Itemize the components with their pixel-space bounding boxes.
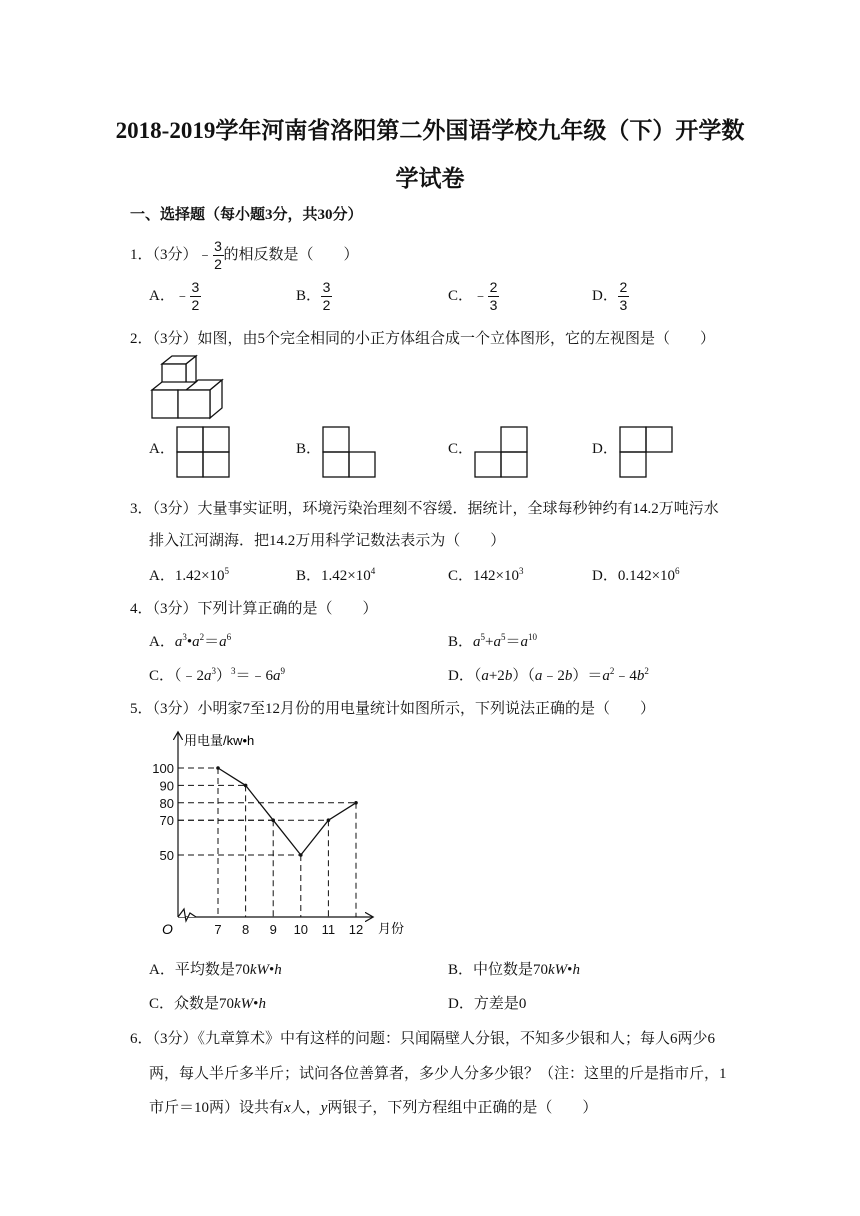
y-tick-label: 90 [159, 778, 174, 794]
option-label: A． [149, 287, 175, 304]
option-fraction [488, 280, 499, 313]
q2-label-a[interactable]: A． [149, 441, 175, 457]
cube-front-face [178, 390, 210, 418]
q4-option-d[interactable]: D．$(a+2b)(a﹣2b)=a^2﹣4b^2$ [448, 666, 649, 684]
q3-option-a[interactable] [149, 564, 229, 585]
option-exponent: 6 [675, 566, 680, 576]
page-title-line1: 2018-2019学年河南省洛阳第二外国语学校九年级（下）开学数 [115, 118, 745, 143]
cube-stack-figure [148, 354, 230, 420]
q1-stem-suffix: 的相反数是（ ） [223, 246, 359, 263]
q5-option-a[interactable]: A．平均数是70kW•h [149, 962, 282, 978]
y-tick-label: 50 [159, 848, 174, 863]
frac-den: 2 [191, 297, 200, 313]
q5-option-b[interactable]: B．中位数是70kW•h [448, 962, 580, 978]
q2-view-d[interactable] [619, 426, 675, 478]
q1-frac-num: 3 [214, 238, 222, 254]
q1-option-a[interactable] [149, 280, 201, 313]
frac-num: 2 [489, 279, 498, 295]
q1-option-b[interactable] [296, 280, 332, 313]
x-tick-labels [214, 922, 363, 937]
q1-fraction [213, 239, 224, 272]
option-label: C． [448, 287, 474, 304]
option-sign: ﹣ [174, 287, 190, 304]
question-6-line1: 6．（3分）《九章算术》中有这样的问题：只闻隔壁人分银，不知多少银和人；每人6两少6 [130, 1031, 716, 1047]
question-6-line3: 市斤＝10两）设共有x人，y两银子，下列方程组中正确的是（ ） [149, 1100, 598, 1116]
usage-series-line [218, 768, 356, 855]
y-axis-label: 用电量/kw•h [184, 733, 255, 748]
question-3-line2: 排入江河湖海．把14.2万用科学记数法表示为（ ） [149, 533, 506, 549]
frac-num: 3 [191, 279, 200, 295]
x-tick-label: 11 [321, 922, 336, 937]
q2-view-c[interactable] [474, 426, 530, 478]
question-2-stem: 2．（3分）如图，由5个完全相同的小正方体组合成一个立体图形，它的左视图是（ ） [130, 331, 716, 347]
dashed-guides [178, 768, 356, 917]
x-axis-label: 月份 [378, 921, 405, 936]
x-tick-label: 7 [214, 922, 222, 937]
data-point [244, 784, 248, 788]
q5-option-d[interactable]: D．方差是0 [448, 996, 527, 1012]
option-text: C．142×10 [448, 568, 519, 584]
q3-option-b[interactable] [296, 564, 375, 585]
option-text: A．1.42×10 [149, 568, 225, 584]
x-tick-label: 8 [241, 922, 250, 937]
q2-view-b[interactable] [322, 426, 378, 478]
question-3-line1: 3．（3分）大量事实证明，环境污染治理刻不容缓．据统计，全球每秒钟约有14.2万吨污水 [130, 501, 719, 517]
y-tick-label: 100 [152, 761, 174, 776]
option-sign: ﹣ [473, 287, 489, 304]
q4-option-c[interactable]: C．$(﹣2a^3)^3=﹣6a^9$ [149, 666, 286, 684]
option-exponent: 4 [370, 566, 376, 576]
option-exponent: 5 [224, 566, 230, 576]
q2-view-a[interactable] [176, 426, 232, 478]
q4-option-a[interactable]: A．$a^3•a^2=a^6$ [149, 632, 232, 650]
q4-option-b[interactable]: B．$a^5+a^5=a^{10}$ [448, 632, 537, 650]
question-5-stem: 5．（3分）小明家7至12月份的用电量统计如图所示，下列说法正确的是（ ） [130, 701, 656, 717]
frac-num: 3 [322, 279, 331, 295]
y-tick-labels [152, 761, 174, 863]
option-fraction [321, 280, 332, 313]
option-text: D．0.142×10 [592, 568, 676, 584]
q2-label-d[interactable]: D． [592, 441, 618, 457]
q3-option-c[interactable] [448, 564, 523, 585]
data-point [216, 766, 220, 770]
question-6-line2: 两，每人半斤多半斤；试问各位善算者，多少人分多少银？（注：这里的斤是指市斤，1 [149, 1066, 727, 1082]
q2-label-c[interactable]: C． [448, 441, 474, 457]
data-point [354, 801, 358, 805]
option-text: B．1.42×10 [296, 568, 371, 584]
frac-den: 3 [489, 297, 498, 313]
q1-stem-prefix: 1．（3分）﹣ [130, 246, 213, 263]
x-tick-label: 12 [348, 922, 364, 937]
q1-frac-den: 2 [214, 256, 222, 272]
option-exponent: 3 [518, 566, 524, 576]
cube-front-face [152, 390, 178, 418]
q3-option-d[interactable] [592, 564, 680, 585]
option-fraction [618, 280, 629, 313]
data-point [327, 818, 331, 822]
q1-option-c[interactable] [448, 280, 499, 313]
option-label: D． [592, 287, 618, 304]
question-1-stem [130, 239, 359, 272]
q1-option-d[interactable] [592, 280, 629, 313]
frac-num: 2 [619, 279, 628, 295]
origin-label: O [162, 921, 173, 937]
page-title-line2: 学试卷 [395, 166, 465, 191]
question-4-stem: 4．（3分）下列计算正确的是（ ） [130, 601, 378, 617]
frac-den: 3 [619, 297, 628, 313]
x-tick-label: 10 [293, 922, 309, 937]
y-tick-label: 70 [159, 813, 174, 829]
q5-option-c[interactable]: C．众数是70kW•h [149, 996, 266, 1012]
frac-den: 2 [322, 297, 331, 313]
data-point [299, 853, 303, 857]
y-tick-label: 80 [159, 795, 174, 811]
x-tick-label: 9 [269, 922, 277, 937]
option-label: B． [296, 287, 322, 304]
data-point [271, 818, 275, 822]
section-heading: 一、选择题（每小题3分，共30分） [130, 207, 363, 223]
option-fraction [190, 280, 201, 313]
q2-label-b[interactable]: B． [296, 441, 322, 457]
axis-break-mark [178, 909, 196, 921]
electricity-usage-chart [140, 725, 430, 943]
